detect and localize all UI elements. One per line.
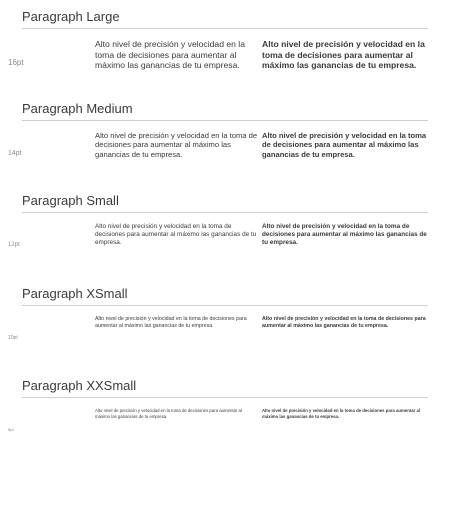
section-title: Paragraph Medium: [22, 101, 133, 116]
sample-regular: Alto nivel de precisión y velocidad en la toma de decisiones para aumentar al máximo las ganancias de tu empresa.: [95, 131, 258, 159]
sample-regular: Alto nivel de precisión y velocidad en la toma de decisiones para aumentar al máximo las ganancias de tu empresa.: [95, 316, 247, 329]
divider: [22, 305, 428, 306]
size-label: 16pt: [8, 58, 24, 67]
sample-bold: Alto nivel de precisión y velocidad en la toma de decisiones para aumentar al máximo las ganancias de tu empresa.: [262, 408, 421, 419]
divider: [22, 28, 428, 29]
section-title: Paragraph Small: [22, 193, 119, 208]
section-title: Paragraph Large: [22, 9, 120, 24]
divider: [22, 212, 428, 213]
section-title: Paragraph XSmall: [22, 286, 128, 301]
size-label: 12pt: [8, 242, 20, 248]
size-label: 10pt: [8, 335, 18, 341]
sample-bold: Alto nivel de precisión y velocidad en la toma de decisiones para aumentar al máximo las ganancias de tu empresa.: [262, 39, 425, 70]
size-label: 8pt: [8, 427, 14, 432]
sample-regular: Alto nivel de precisión y velocidad en la toma de decisiones para aumentar al máximo las ganancias de tu empresa.: [95, 223, 257, 246]
section-title: Paragraph XXSmall: [22, 378, 137, 393]
sample-bold: Alto nivel de precisión y velocidad en la toma de decisiones para aumentar al máximo las ganancias de tu empresa.: [262, 223, 427, 246]
sample-regular: Alto nivel de precisión y velocidad en la toma de decisiones para aumentar al máximo las ganancias de tu empresa.: [95, 408, 242, 419]
sample-bold: Alto nivel de precisión y velocidad en la toma de decisiones para aumentar al máximo las ganancias de tu empresa.: [262, 131, 427, 159]
sample-bold: Alto nivel de precisión y velocidad en la toma de decisiones para aumentar al máximo las ganancias de tu empresa.: [262, 316, 426, 329]
divider: [22, 120, 428, 121]
size-label: 14pt: [8, 150, 22, 157]
sample-regular: Alto nivel de precisión y velocidad en la toma de decisiones para aumentar al máximo las ganancias de tu empresa.: [95, 39, 246, 70]
divider: [22, 397, 428, 398]
